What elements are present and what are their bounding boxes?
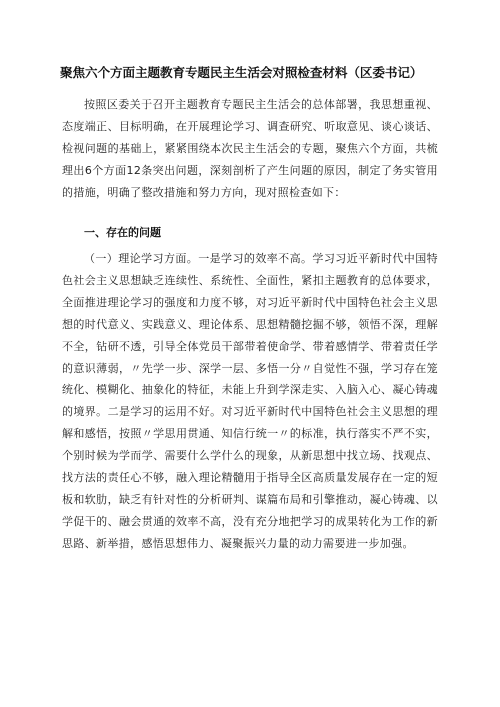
section-paragraph: （一）理论学习方面。一是学习的效率不高。学习习近平新时代中国特色社会主义思想缺乏连续性、系统性、全面性，紧扣主题教育的总体要求，全面推进理论学习的强度和力度不够，对习近平新时代中国特色社会主义思想的时代意义、实践意义、理论体系、思想精髓挖掘不够，领悟不深，理解不全，钻研不透，引导全体党员干部带着使命学、带着感情学、带着责任学的意识薄弱，〃先学一步、深学一层、多悟一分〃自觉性不强，学习存在笼统化、模糊化、抽象化的特征，未能上升到学深走实、入脑入心、凝心铸魂的境界。二是学习的运用不好。对习近平新时代中国特色社会主义思想的理解和感悟，按照〃学思用贯通、知信行统一〃的标准，执行落实不严不实，个别时候为学而学、需要什么学什么的现象，从新思想中找立场、找观点、找方法的责任心不够，融入理论精髓用于指导全区高质量发展存在一定的短板和软肋，缺乏有针对性的分析研判、谋篇布局和引擎推动，凝心铸魂、以学促干的、融会贯通的效率不高，没有充分地把学习的成果转化为工作的新思路、新举措，感悟思想伟力、凝聚振兴力量的动力需要进一步加强。 <box>62 252 438 550</box>
document-title: 聚焦六个方面主题教育专题民主生活会对照检查材料（区委书记） <box>60 65 423 80</box>
intro-paragraph: 按照区委关于召开主题教育专题民主生活会的总体部署，我思想重视、态度端正、目标明确，在开展理论学习、调查研究、听取意见、谈心谈话、检视问题的基础上，紧紧围绕本次民主生活会的专题，聚焦六个方面，共梳理出6个方面12条突出问题，深刻剖析了产生问题的原因，制定了务实管用的措施，明确了整改措施和努力方向，现对照检查如下： <box>62 98 438 199</box>
section-heading: 一、存在的问题 <box>84 226 161 239</box>
